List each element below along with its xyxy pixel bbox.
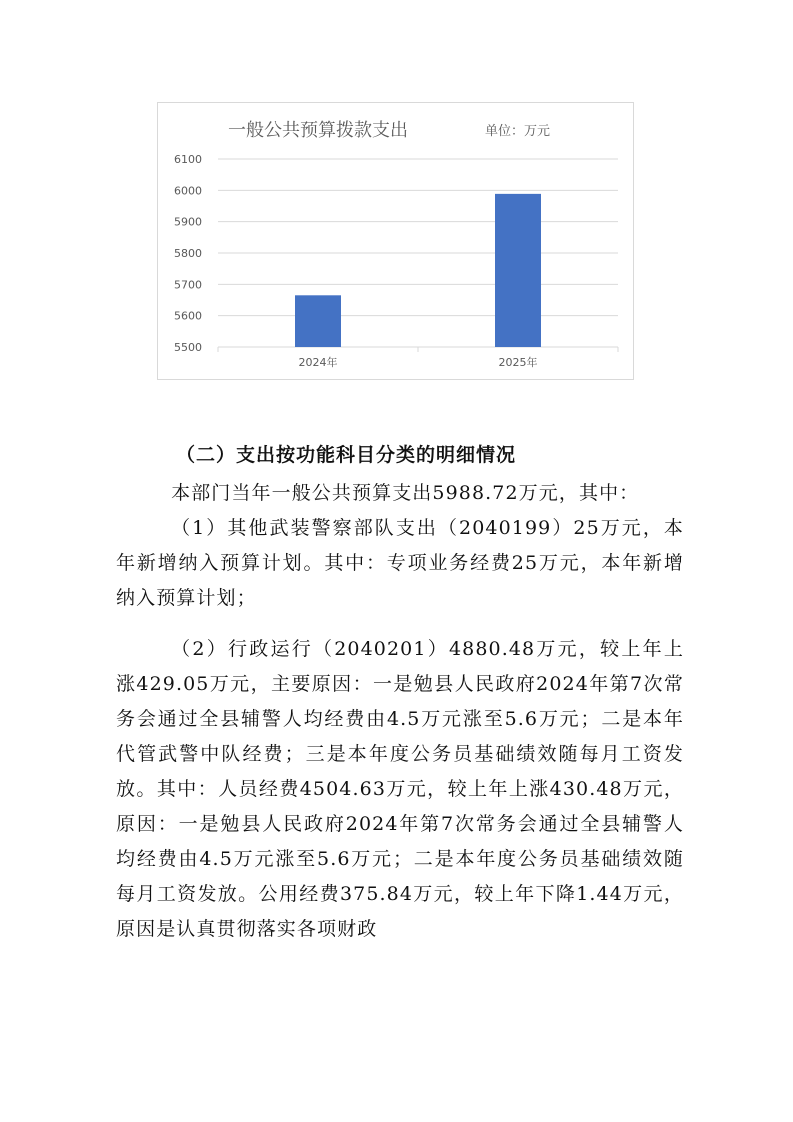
x-tick-label: 2024年 bbox=[298, 356, 338, 369]
chart-x-axis bbox=[218, 347, 618, 369]
bar-1 bbox=[495, 194, 541, 347]
chart-unit-label: 单位：万元 bbox=[485, 124, 551, 139]
y-tick-label: 5600 bbox=[174, 309, 202, 323]
intro-paragraph: 本部门当年一般公共预算支出5988.72万元，其中： bbox=[171, 482, 640, 504]
y-tick-label: 6100 bbox=[174, 153, 202, 166]
budget-chart bbox=[157, 102, 634, 380]
section-heading: （二）支出按功能科目分类的明细情况 bbox=[176, 444, 517, 466]
bar-0 bbox=[295, 295, 341, 347]
x-tick-label: 2025年 bbox=[498, 356, 538, 369]
item-2-paragraph: （2）行政运行（2040201）4880.48万元，较上年上涨429.05万元，主要原因：一是勉县人民政府2024年第7次常务会通过全县辅警人均经费由4.5万元涨至5.6万元；二是本年代管武警中队经费；三是本年度公务员基础绩效随每月工资发放。其中：人员经费4504.63万元，较上年上涨430.48万元，原因：一是勉县人民政府2024年第7次常务会通过全县辅警人均经费由4.5万元涨至5.6万元；二是本年度公务员基础绩效随每月工资发放。公用经费375.84万元，较上年下降1.44万元，原因是认真贯彻落实各项财政 bbox=[116, 638, 684, 940]
chart-y-axis bbox=[174, 153, 202, 354]
y-tick-label: 5800 bbox=[174, 247, 202, 260]
chart-title: 一般公共预算拨款支出 bbox=[228, 120, 408, 141]
y-tick-label: 5900 bbox=[174, 215, 202, 229]
item-1-paragraph: （1）其他武装警察部队支出（2040199）25万元，本年新增纳入预算计划。其中：专项业务经费25万元，本年新增纳入预算计划； bbox=[116, 517, 684, 609]
bar-chart-svg bbox=[158, 103, 635, 381]
chart-gridlines bbox=[218, 159, 618, 347]
y-tick-label: 5500 bbox=[174, 341, 202, 354]
y-tick-label: 5700 bbox=[174, 278, 202, 292]
y-tick-label: 6000 bbox=[174, 184, 202, 198]
chart-bars bbox=[295, 194, 541, 347]
